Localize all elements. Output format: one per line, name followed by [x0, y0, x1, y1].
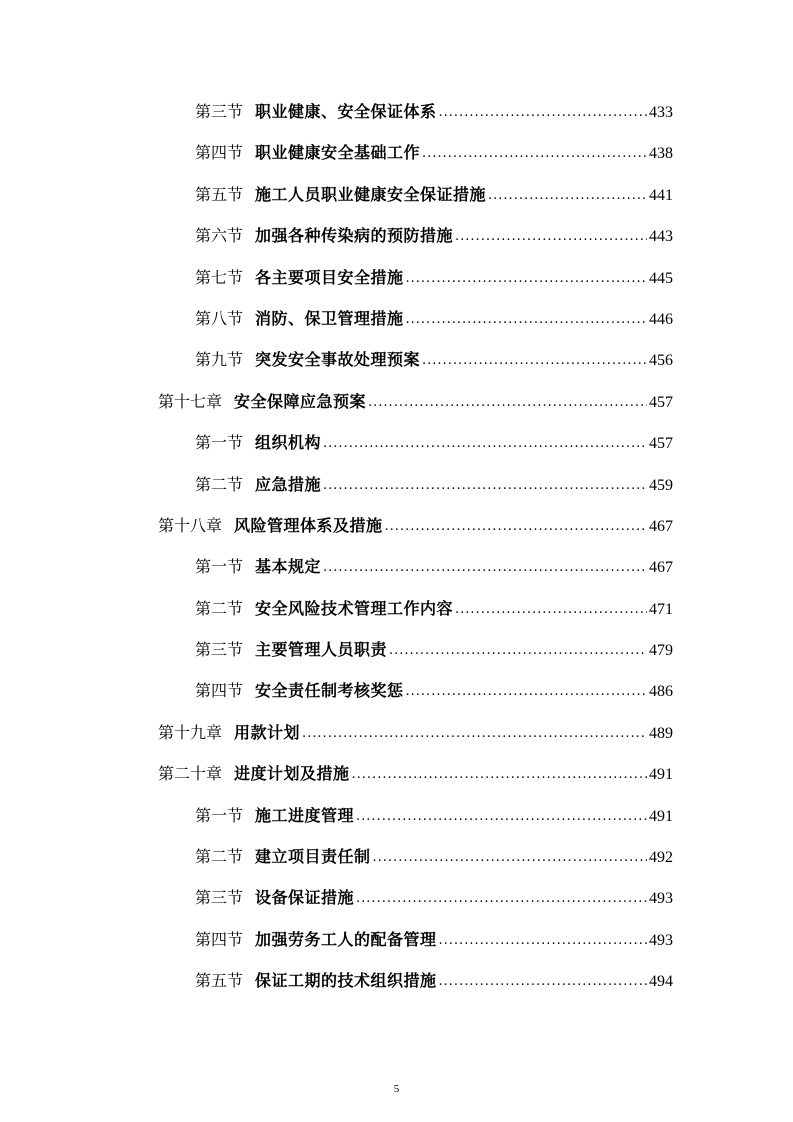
dot-leader: [323, 465, 647, 506]
toc-entry[interactable]: [0, 215, 793, 256]
entry-title: 安全责任制考核奖惩: [255, 681, 404, 701]
entry-title: 基本规定: [255, 557, 322, 577]
toc-entry[interactable]: [0, 298, 793, 339]
toc-entry[interactable]: [0, 960, 793, 1001]
toc-entry[interactable]: [0, 257, 793, 298]
entry-page-number: 457: [649, 435, 673, 453]
entry-number: 第一节: [195, 805, 244, 825]
dot-leader: [389, 630, 647, 671]
entry-page-number: 489: [649, 724, 673, 742]
entry-page-number: 467: [649, 559, 673, 577]
entry-page-number: 457: [649, 393, 673, 411]
entry-title: 安全风险技术管理工作内容: [255, 598, 454, 618]
toc-entry[interactable]: [0, 132, 793, 173]
dot-leader: [455, 216, 647, 257]
entry-number: 第二节: [195, 847, 244, 867]
entry-number: 第二节: [195, 474, 244, 494]
entry-title: 设备保证措施: [255, 888, 355, 908]
entry-title: 风险管理体系及措施: [234, 515, 383, 535]
dot-leader: [323, 547, 647, 588]
entry-title: 应急措施: [255, 474, 322, 494]
dot-leader: [488, 175, 647, 216]
toc-chapter-entry[interactable]: [0, 381, 793, 422]
entry-number: 第三节: [195, 102, 244, 121]
toc-entry[interactable]: [0, 339, 793, 380]
dot-leader: [439, 920, 647, 961]
dot-leader: [422, 340, 647, 381]
dot-leader: [439, 961, 647, 1002]
dot-leader: [356, 878, 647, 919]
table-of-contents: [0, 91, 793, 1002]
entry-title: 主要管理人员职责: [255, 640, 388, 660]
entry-number: 第十八章: [158, 515, 223, 535]
entry-title: 安全保障应急预案: [234, 391, 367, 411]
entry-page-number: 491: [649, 807, 673, 825]
entry-number: 第八节: [195, 308, 244, 328]
dot-leader: [422, 133, 647, 174]
entry-number: 第十九章: [158, 722, 223, 742]
entry-number: 第二节: [195, 598, 244, 618]
entry-number: 第四节: [195, 681, 244, 701]
entry-page-number: 459: [649, 476, 673, 494]
footer-page-number: 5: [393, 1083, 400, 1095]
entry-page-number: 456: [649, 352, 673, 370]
entry-title: 职业健康、安全保证体系: [255, 102, 437, 121]
entry-title: 建立项目责任制: [255, 847, 371, 867]
dot-leader: [352, 754, 647, 795]
toc-entry[interactable]: [0, 877, 793, 918]
entry-page-number: 433: [649, 104, 673, 121]
entry-title: 进度计划及措施: [234, 764, 350, 784]
entry-page-number: 438: [649, 145, 673, 163]
entry-number: 第九节: [195, 350, 244, 370]
toc-entry[interactable]: [0, 836, 793, 877]
toc-entry[interactable]: [0, 464, 793, 505]
dot-leader: [302, 713, 647, 754]
entry-title: 消防、保卫管理措施: [255, 308, 404, 328]
dot-leader: [406, 258, 647, 299]
dot-leader: [356, 796, 647, 837]
entry-title: 职业健康安全基础工作: [255, 143, 421, 163]
entry-title: 用款计划: [234, 722, 301, 742]
entry-number: 第四节: [195, 143, 244, 163]
entry-number: 第七节: [195, 267, 244, 287]
toc-entry[interactable]: [0, 919, 793, 960]
toc-entry[interactable]: [0, 174, 793, 215]
entry-title: 突发安全事故处理预案: [255, 350, 421, 370]
entry-title: 施工人员职业健康安全保证措施: [255, 184, 487, 204]
entry-number: 第一节: [195, 557, 244, 577]
entry-number: 第四节: [195, 929, 244, 949]
entry-page-number: 445: [649, 269, 673, 287]
entry-number: 第十七章: [158, 391, 223, 411]
entry-page-number: 493: [649, 931, 673, 949]
dot-leader: [455, 589, 647, 630]
entry-page-number: 492: [649, 849, 673, 867]
toc-chapter-entry[interactable]: [0, 753, 793, 794]
entry-page-number: 441: [649, 186, 673, 204]
toc-entry[interactable]: [0, 670, 793, 711]
entry-number: 第六节: [195, 226, 244, 246]
entry-number: 第三节: [195, 640, 244, 660]
toc-entry[interactable]: [0, 795, 793, 836]
entry-page-number: 471: [649, 600, 673, 618]
toc-entry[interactable]: [0, 422, 793, 463]
dot-leader: [373, 837, 647, 878]
entry-page-number: 446: [649, 310, 673, 328]
entry-page-number: 494: [649, 973, 673, 991]
toc-entry[interactable]: [0, 629, 793, 670]
entry-title: 加强劳务工人的配备管理: [255, 929, 437, 949]
entry-number: 第五节: [195, 184, 244, 204]
dot-leader: [323, 423, 647, 464]
entry-title: 组织机构: [255, 433, 322, 453]
dot-leader: [406, 671, 647, 712]
entry-page-number: 491: [649, 766, 673, 784]
entry-number: 第二十章: [158, 764, 223, 784]
dot-leader: [406, 299, 647, 340]
entry-page-number: 493: [649, 890, 673, 908]
entry-title: 各主要项目安全措施: [255, 267, 404, 287]
dot-leader: [385, 506, 647, 547]
toc-entry[interactable]: [0, 546, 793, 587]
toc-entry[interactable]: [0, 91, 793, 132]
entry-page-number: 486: [649, 683, 673, 701]
entry-number: 第三节: [195, 888, 244, 908]
entry-title: 保证工期的技术组织措施: [255, 971, 437, 991]
entry-number: 第五节: [195, 971, 244, 991]
dot-leader: [368, 382, 647, 423]
entry-title: 加强各种传染病的预防措施: [255, 226, 454, 246]
toc-chapter-entry[interactable]: [0, 712, 793, 753]
toc-entry[interactable]: [0, 588, 793, 629]
entry-title: 施工进度管理: [255, 805, 355, 825]
toc-chapter-entry[interactable]: [0, 505, 793, 546]
entry-page-number: 479: [649, 642, 673, 660]
entry-page-number: 443: [649, 228, 673, 246]
entry-page-number: 467: [649, 517, 673, 535]
entry-number: 第一节: [195, 433, 244, 453]
dot-leader: [439, 92, 647, 133]
